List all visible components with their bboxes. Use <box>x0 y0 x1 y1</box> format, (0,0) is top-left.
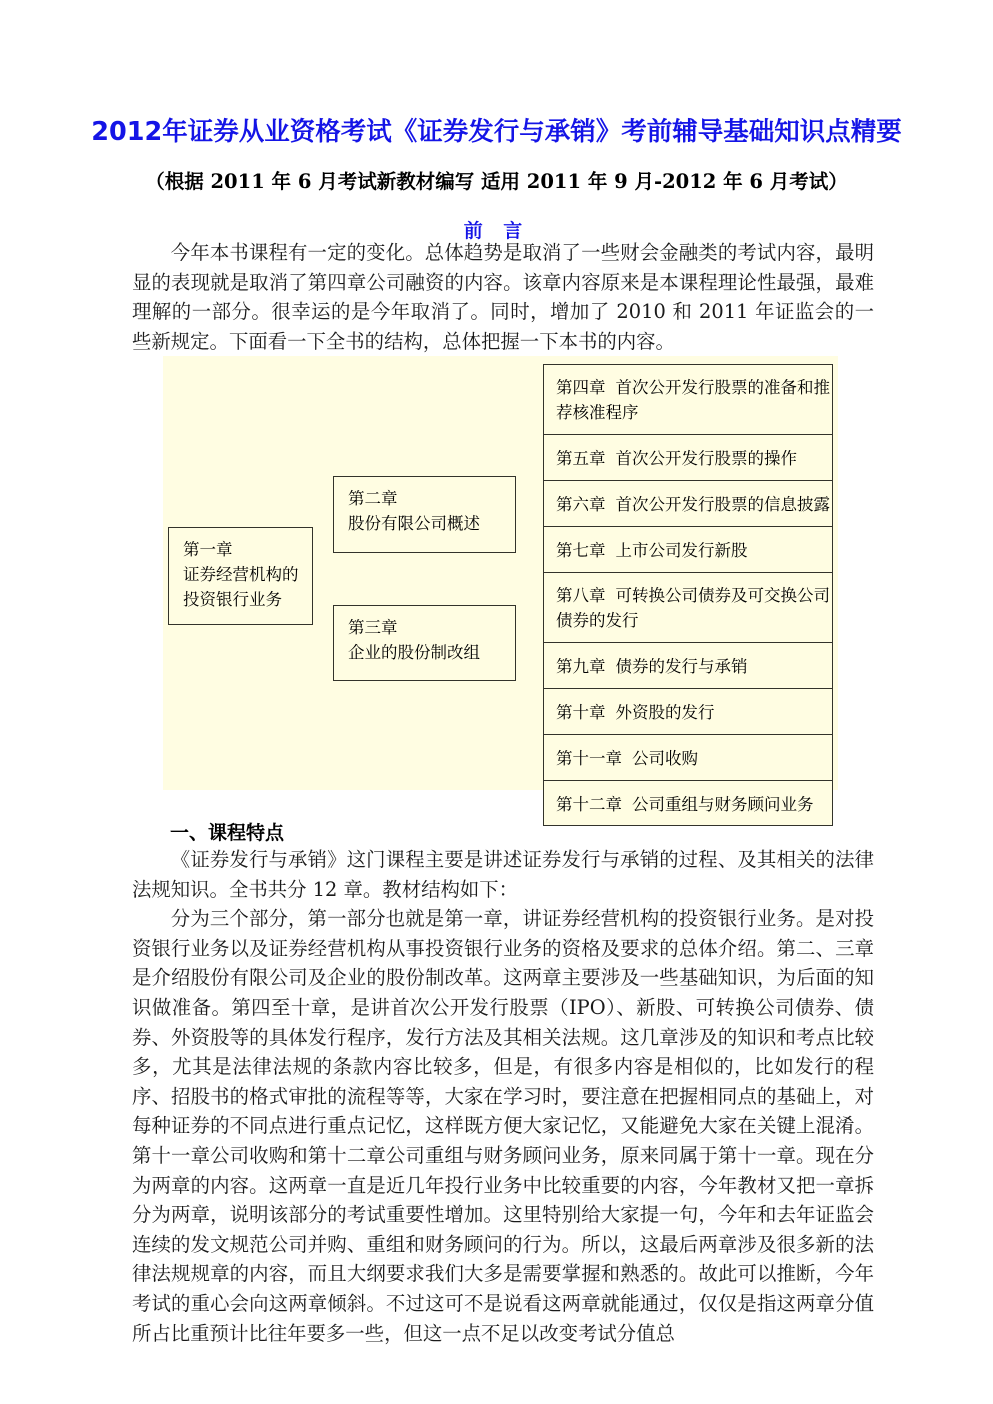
diagram-right-box-2 <box>543 434 833 480</box>
chapter-1-line-3: 投资银行业务 <box>183 590 282 609</box>
section-one-paragraph-2: 分为三个部分，第一部分也就是第一章，讲证券经营机构的投资银行业务。是对投资银行业务以及证券经营机构从事投资银行业务的资格及要求的总体介绍。第二、三章是介绍股份有限公司及企业的股份制改革。这两章主要涉及一些基础知识，为后面的知识做准备。第四至十章，是讲首次公开发行股票（IPO）、新股、可转换公司债券、债券、外资股等的具体发行程序，发行方法及其相关法规。这几章涉及的知识和考点比较多，尤其是法律法规的条款内容比较多，但是，有很多内容是相似的，比如发行的程序、招股书的格式审批的流程等等，大家在学习时，要注意在把握相同点的基础上，对每种证券的不同点进行重点记忆，这样既方便大家记忆，又能避免大家在关键上混淆。第十一章公司收购和第十二章公司重组与财务顾问业务，原来同属于第十一章。现在分为两章的内容。这两章一直是近几年投行业务中比较重要的内容，今年教材又把一章拆分为两章，说明该部分的考试重要性增加。这里特别给大家提一句，今年和去年证监会连续的发文规范公司并购、重组和财务顾问的行为。所以，这最后两章涉及很多新的法律法规规章的内容，而且大纲要求我们大多是需要掌握和熟悉的。故此可以推断，今年考试的重心会向这两章倾斜。不过这可不是说看这两章就能通过，仅仅是指这两章分值所占比重预计比往年要多一些，但这一点不足以改变考试分值总 <box>132 907 874 1345</box>
diagram-right-box-1-chapter-label: 第四章 <box>556 378 606 397</box>
preface-paragraph: 今年本书课程有一定的变化。总体趋势是取消了一些财会金融类的考试内容，最明显的表现就是取消了第四章公司融资的内容。该章内容原来是本课程理论性最强，最难理解的一部分。很幸运的是今年取消了。同时，增加了 2010 和 2011 年证监会的一些新规定。下面看一下全书的结构，总体把握一下本书的内容。 <box>132 241 874 353</box>
course-structure-diagram <box>163 356 838 814</box>
diagram-right-box-8 <box>543 734 833 780</box>
diagram-right-box-6-line-1 <box>556 654 826 679</box>
diagram-right-box-5-text: 可转换公司债券及可交换公司 <box>615 586 830 605</box>
diagram-right-box-3-chapter-label: 第六章 <box>556 495 606 514</box>
diagram-right-box-8-text: 公司收购 <box>632 749 698 768</box>
diagram-right-box-9-text: 公司重组与财务顾问业务 <box>632 795 814 814</box>
diagram-right-box-7-chapter-label: 第十章 <box>556 703 606 722</box>
diagram-right-box-8-line-1 <box>556 746 826 771</box>
diagram-right-box-7 <box>543 688 833 734</box>
diagram-right-box-1-text: 首次公开发行股票的准备和推 <box>615 378 830 397</box>
diagram-right-box-6 <box>543 642 833 688</box>
diagram-right-box-4-line-1 <box>556 538 826 563</box>
diagram-right-box-6-chapter-label: 第九章 <box>556 657 606 676</box>
page-subtitle: （根据 2011 年 6 月考试新教材编写 适用 2011 年 9 月-2012 年 6 月考试） <box>145 170 848 193</box>
chapter-1-line-1: 第一章 <box>183 540 233 559</box>
preface-body <box>132 238 874 356</box>
chapter-2-line-1: 第二章 <box>348 489 398 508</box>
diagram-right-box-5-line-1 <box>556 583 830 608</box>
chapter-3-line-2: 企业的股份制改组 <box>348 643 480 662</box>
preface-heading: 前 言 <box>463 220 530 242</box>
diagram-right-box-6-text: 债券的发行与承销 <box>615 657 748 676</box>
diagram-right-box-2-line-1 <box>556 446 826 471</box>
diagram-right-box-3-text: 首次公开发行股票的信息披露 <box>615 495 830 514</box>
diagram-right-box-1-line-2: 荐核准程序 <box>556 403 639 422</box>
diagram-right-box-5-line-2: 债券的发行 <box>556 611 639 630</box>
diagram-right-box-5 <box>543 572 833 642</box>
chapter-3-line-1: 第三章 <box>348 618 398 637</box>
chapter-2-line-2: 股份有限公司概述 <box>348 514 480 533</box>
diagram-right-box-2-text: 首次公开发行股票的操作 <box>615 449 797 468</box>
section-one-paragraph-1: 《证券发行与承销》这门课程主要是讲述证券发行与承销的过程、及其相关的法律法规知识。全书共分 12 章。教材结构如下： <box>132 848 874 901</box>
diagram-right-box-7-text: 外资股的发行 <box>615 703 715 722</box>
diagram-right-box-2-chapter-label: 第五章 <box>556 449 606 468</box>
diagram-right-box-8-chapter-label: 第十一章 <box>556 749 622 768</box>
diagram-right-box-9-line-1 <box>556 792 826 817</box>
chapter-1-line-2: 证券经营机构的 <box>183 565 299 584</box>
diagram-right-box-5-chapter-label: 第八章 <box>556 586 606 605</box>
diagram-right-box-4-chapter-label: 第七章 <box>556 541 606 560</box>
section-one-body <box>132 845 874 1348</box>
diagram-right-box-4-text: 上市公司发行新股 <box>615 541 748 560</box>
diagram-right-box-1-line-1 <box>556 375 830 400</box>
diagram-right-box-9-chapter-label: 第十二章 <box>556 795 622 814</box>
diagram-box-chapter-1 <box>168 527 313 625</box>
diagram-box-chapter-3 <box>333 605 516 681</box>
diagram-right-box-1 <box>543 364 833 434</box>
diagram-right-box-3 <box>543 480 833 526</box>
diagram-right-box-7-line-1 <box>556 700 826 725</box>
diagram-box-chapter-2 <box>333 476 516 553</box>
diagram-right-box-4 <box>543 526 833 572</box>
page-title: 2012年证券从业资格考试《证券发行与承销》考前辅导基础知识点精要 <box>91 117 902 147</box>
section-one-heading: 一、课程特点 <box>170 822 285 844</box>
diagram-right-box-3-line-1 <box>556 492 830 517</box>
diagram-right-column <box>543 364 833 826</box>
